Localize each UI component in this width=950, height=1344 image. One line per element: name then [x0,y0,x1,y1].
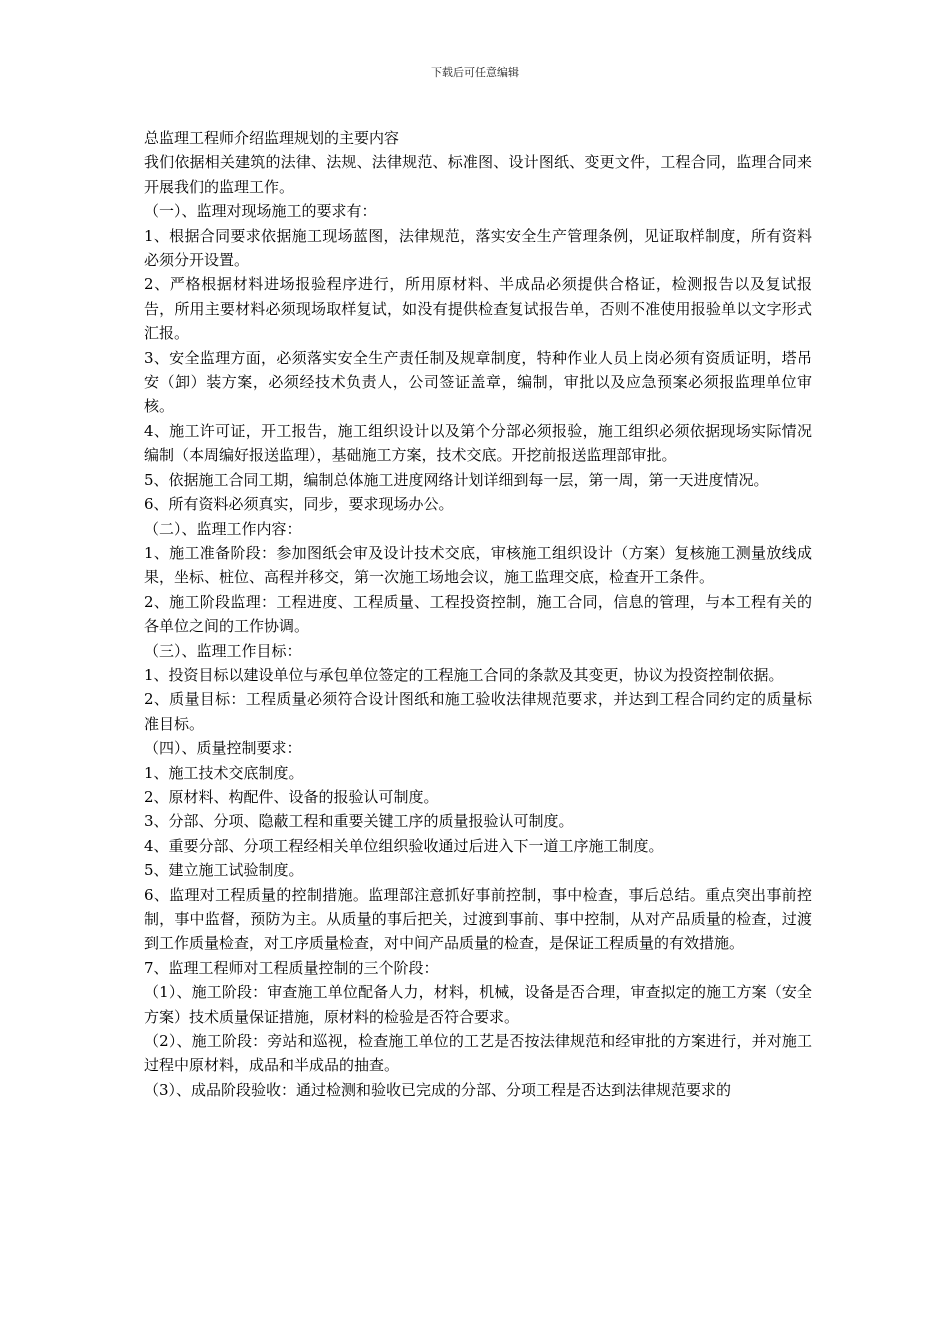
list-item: 2、质量目标：工程质量必须符合设计图纸和施工验收法律规范要求，并达到工程合同约定的质量标准目标。 [144,690,812,733]
document-title: 总监理工程师介绍监理规划的主要内容 [144,129,400,147]
list-item: 7、监理工程师对工程质量控制的三个阶段： [144,958,439,977]
section-heading: （二）、监理工作内容： [144,519,302,538]
section-heading: （三）、监理工作目标： [144,641,302,660]
list-item: 6、监理对工程质量的控制措施。监理部注意抓好事前控制，事中检查，事后总结。重点突出事前控制，事中监督，预防为主。从质量的事后把关，过渡到事前、事中控制，从对产品质量的检查，过渡到工作质量检查，对工序质量检查，对中间产品质量的检查，是保证工程质量的有效措施。 [144,885,812,953]
list-item: 5、依据施工合同工期，编制总体施工进度网络计划详细到每一层，第一周，第一天进度情况。 [144,470,769,489]
list-item: 6、所有资料必须真实，同步，要求现场办公。 [144,495,454,514]
list-item: 1、施工技术交底制度。 [144,763,304,782]
section-heading: （四）、质量控制要求： [144,739,302,758]
list-item: 3、分部、分项、隐蔽工程和重要关键工序的质量报验认可制度。 [144,812,574,831]
list-item: 2、严格根据材料进场报验程序进行，所用原材料、半成品必须提供合格证，检测报告以及复试报告，所用主要材料必须现场取样复试，如没有提供检查复试报告单，否则不准使用报验单以文字形式汇报。 [144,275,812,343]
list-item: 2、施工阶段监理：工程进度、工程质量、工程投资控制，施工合同，信息的管理，与本工程有关的各单位之间的工作协调。 [144,592,812,636]
list-item: 1、施工准备阶段：参加图纸会审及设计技术交底，审核施工组织设计（方案）复核施工测量放线成果，坐标、桩位、高程并移交，第一次施工场地会议，施工监理交底，检查开工条件。 [144,543,812,587]
sub-list-item: （1）、施工阶段：审查施工单位配备人力，材料，机械，设备是否合理，审查拟定的施工方案（安全方案）技术质量保证措施，原材料的检验是否符合要求。 [144,983,812,1026]
sub-list-item: （2）、施工阶段：旁站和巡视，检查施工单位的工艺是否按法律规范和经审批的方案进行，并对施工过程中原材料，成品和半成品的抽查。 [144,1032,812,1075]
page-header: 下载后可任意编辑 [431,66,519,79]
list-item: 3、安全监理方面，必须落实安全生产责任制及规章制度，特种作业人员上岗必须有资质证明，塔吊安（卸）装方案，必须经技术负责人，公司签证盖章，编制，审批以及应急预案必须报监理单位审核。 [144,348,812,416]
list-item: 1、根据合同要求依据施工现场蓝图，法律规范，落实安全生产管理条例，见证取样制度，所有资料必须分开设置。 [144,226,812,270]
sub-list-item: （3）、成品阶段验收：通过检测和验收已完成的分部、分项工程是否达到法律规范要求的 [144,1080,732,1099]
section-heading: （一）、监理对现场施工的要求有： [144,202,377,221]
list-item: 1、投资目标以建设单位与承包单位签定的工程施工合同的条款及其变更，协议为投资控制依据。 [144,665,784,684]
list-item: 4、施工许可证，开工报告，施工组织设计以及第个分部必须报验，施工组织必须依据现场实际情况编制（本周编好报送监理），基础施工方案，技术交底。开挖前报送监理部审批。 [144,421,812,465]
paragraph: 我们依据相关建筑的法律、法规、法律规范、标准图、设计图纸、变更文件，工程合同，监理合同来开展我们的监理工作。 [144,153,812,196]
list-item: 4、重要分部、分项工程经相关单位组织验收通过后进入下一道工序施工制度。 [144,836,664,855]
document-body [144,126,812,1102]
list-item: 5、建立施工试验制度。 [144,861,304,880]
list-item: 2、原材料、构配件、设备的报验认可制度。 [144,787,439,806]
